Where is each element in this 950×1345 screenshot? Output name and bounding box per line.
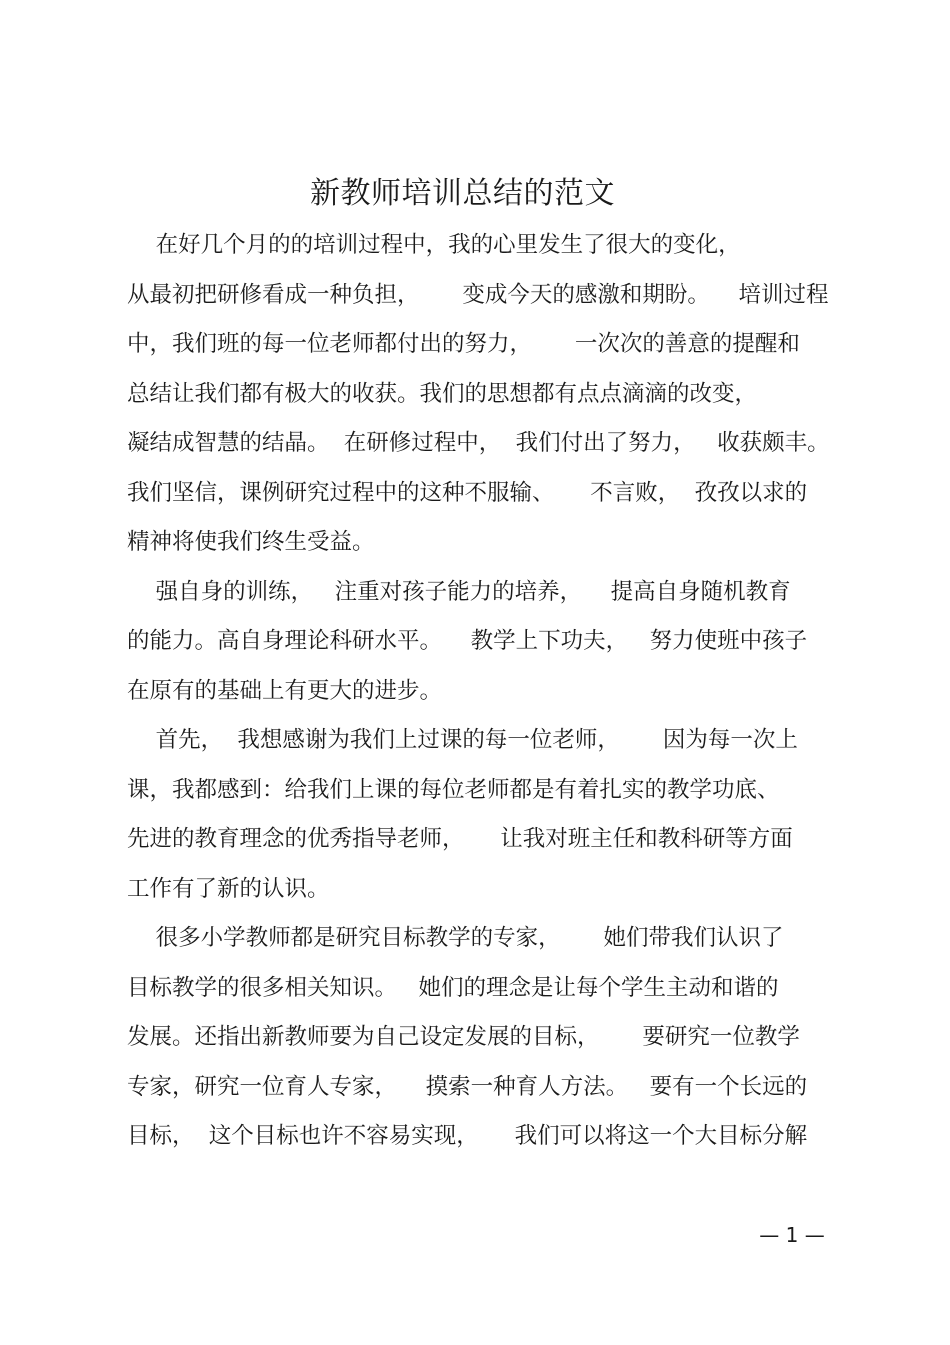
text-line: 的能力。高自身理论科研水平。 教学上下功夫， 努力使班中孩子 <box>127 628 808 654</box>
paragraph-2 <box>127 568 827 717</box>
text-line: 从最初把研修看成一种负担， 变成今天的感激和期盼。 培训过程 <box>127 281 829 308</box>
text-line: 强自身的训练， 注重对孩子能力的培养， 提高自身随机教育 <box>127 578 791 605</box>
text-line: 专家，研究一位育人专家， 摸索一种育人方法。 要有一个长远的 <box>127 1073 808 1100</box>
text-line: 工作有了新的认识。 <box>127 875 330 902</box>
text-line: 我们坚信，课例研究过程中的这种不服输、 不言败， 孜孜以求的 <box>127 479 808 506</box>
text-line: 发展。还指出新教师要为自己设定发展的目标， 要研究一位教学 <box>127 1024 800 1050</box>
paragraph-4 <box>127 914 827 1162</box>
document-title: 新教师培训总结的范文 <box>310 176 615 211</box>
paragraph-3 <box>127 716 827 914</box>
text-line: 凝结成智慧的结晶。 在研修过程中， 我们付出了努力， 收获颇丰。 <box>127 430 830 456</box>
text-line: 总结让我们都有极大的收获。我们的思想都有点点滴滴的改变， <box>127 380 758 407</box>
text-line: 目标教学的很多相关知识。 她们的理念是让每个学生主动和谐的 <box>127 974 779 1001</box>
paragraph-1 <box>127 221 830 568</box>
text-line: 目标， 这个目标也许不容易实现， 我们可以将这一个大目标分解 <box>127 1123 808 1149</box>
text-line: 很多小学教师都是研究目标教学的专家， 她们带我们认识了 <box>127 925 784 951</box>
text-line: 在好几个月的的培训过程中，我的心里发生了很大的变化， <box>127 232 741 258</box>
text-line: 先进的教育理念的优秀指导老师， 让我对班主任和教科研等方面 <box>127 826 793 852</box>
page-number: — 1 — <box>759 1223 825 1247</box>
document-body <box>127 221 830 1162</box>
text-line: 精神将使我们终生受益。 <box>127 529 375 555</box>
text-line: 在原有的基础上有更大的进步。 <box>127 677 443 704</box>
text-line: 中，我们班的每一位老师都付出的努力， 一次次的善意的提醒和 <box>127 331 800 357</box>
text-line: 课，我都感到：给我们上课的每位老师都是有着扎实的教学功底、 <box>127 776 780 803</box>
text-line: 首先， 我想感谢为我们上过课的每一位老师， 因为每一次上 <box>127 727 798 753</box>
